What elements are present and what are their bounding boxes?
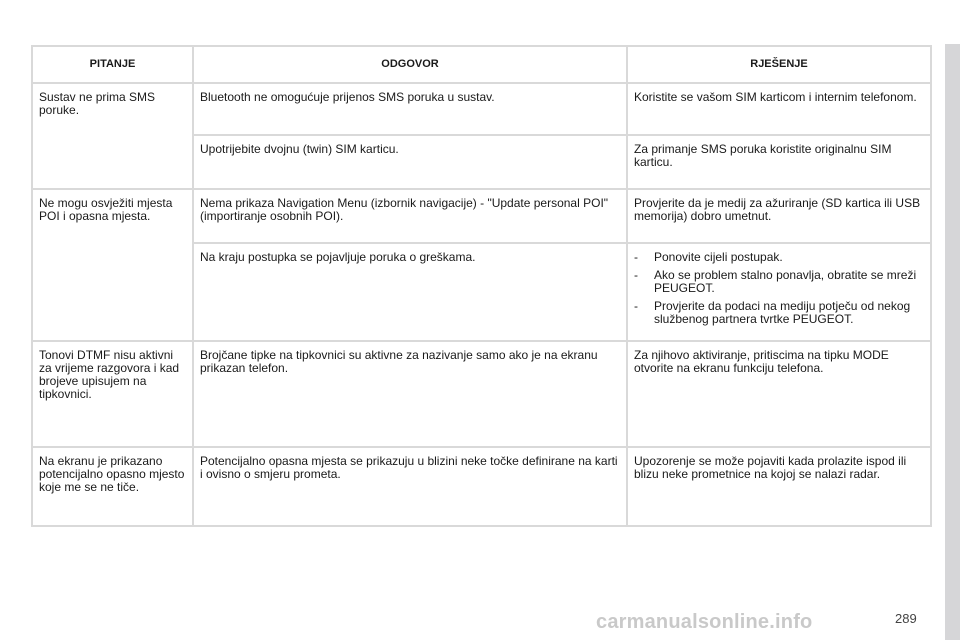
solution-text: Provjerite da je medij za ažuriranje (SD kartica ili USB memorija) dobro umetnut. xyxy=(634,196,921,223)
solution-cell xyxy=(627,189,931,243)
question-text: Sustav ne prima SMS poruke. xyxy=(39,90,156,117)
step-text: Ako se problem stalno ponavlja, obratite se mreži PEUGEOT. xyxy=(654,268,917,295)
solution-text: Za primanje SMS poruka koristite originalnu SIM karticu. xyxy=(634,142,892,169)
solution-text: Koristite se vašom SIM karticom i internim telefonom. xyxy=(634,90,917,104)
page-number: 289 xyxy=(895,611,917,626)
dash-bullet: - xyxy=(634,268,638,282)
answer-text: Upotrijebite dvojnu (twin) SIM karticu. xyxy=(200,142,399,156)
answer-text: Na kraju postupka se pojavljuje poruka o greškama. xyxy=(200,250,476,264)
step-text: Provjerite da podaci na mediju potječu od nekog službenog partnera tvrtke PEUGEOT. xyxy=(654,299,911,326)
question-text: Tonovi DTMF nisu aktivni za vrijeme razgovora i kad brojeve upisujem na tipkovnici. xyxy=(39,348,180,401)
list-item xyxy=(634,300,924,326)
answer-cell xyxy=(193,83,627,135)
answer-cell xyxy=(193,135,627,189)
answer-cell xyxy=(193,189,627,243)
solution-cell xyxy=(627,341,931,447)
answer-text: Nema prikaza Navigation Menu (izbornik navigacije) - "Update personal POI" (importiranje osobnih POI). xyxy=(200,196,609,223)
watermark-text: carmanualsonline.info xyxy=(596,611,813,633)
header-solution: RJEŠENJE xyxy=(627,46,931,83)
dash-bullet: - xyxy=(634,299,638,313)
header-question: PITANJE xyxy=(32,46,193,83)
step-text: Ponovite cijeli postupak. xyxy=(654,250,783,264)
page-edge-bar xyxy=(945,44,960,640)
answer-text: Brojčane tipke na tipkovnici su aktivne za nazivanje samo ako je na ekranu prikazan telefon. xyxy=(200,348,598,375)
question-cell xyxy=(32,341,193,447)
solution-text: Za njihovo aktiviranje, pritiscima na tipku MODE otvorite na ekranu funkciju telefona. xyxy=(634,348,889,375)
question-text: Ne mogu osvježiti mjesta POI i opasna mjesta. xyxy=(39,196,173,223)
table-row xyxy=(32,447,931,526)
table-header-row xyxy=(32,46,931,83)
answer-text: Bluetooth ne omogućuje prijenos SMS poruka u sustav. xyxy=(200,90,495,104)
question-cell xyxy=(32,189,193,341)
solution-cell xyxy=(627,447,931,526)
question-text: Na ekranu je prikazano potencijalno opasno mjesto koje me se ne tiče. xyxy=(39,454,185,494)
solution-cell xyxy=(627,243,931,341)
table-row xyxy=(32,189,931,243)
header-answer: ODGOVOR xyxy=(193,46,627,83)
answer-text: Potencijalno opasna mjesta se prikazuju u blizini neke točke definirane na karti i ovisno o smjeru prometa. xyxy=(200,454,618,481)
troubleshooting-table xyxy=(31,45,932,527)
solution-cell xyxy=(627,83,931,135)
question-cell xyxy=(32,447,193,526)
dash-bullet: - xyxy=(634,250,638,264)
question-cell xyxy=(32,83,193,189)
answer-cell xyxy=(193,447,627,526)
list-item xyxy=(634,251,924,264)
solution-steps-list xyxy=(634,251,924,326)
answer-cell xyxy=(193,243,627,341)
table-row xyxy=(32,83,931,135)
solution-text: Upozorenje se može pojaviti kada prolazite ispod ili blizu neke prometnice na kojoj se nalazi radar. xyxy=(634,454,907,481)
list-item xyxy=(634,269,924,295)
table-row xyxy=(32,341,931,447)
answer-cell xyxy=(193,341,627,447)
solution-cell xyxy=(627,135,931,189)
